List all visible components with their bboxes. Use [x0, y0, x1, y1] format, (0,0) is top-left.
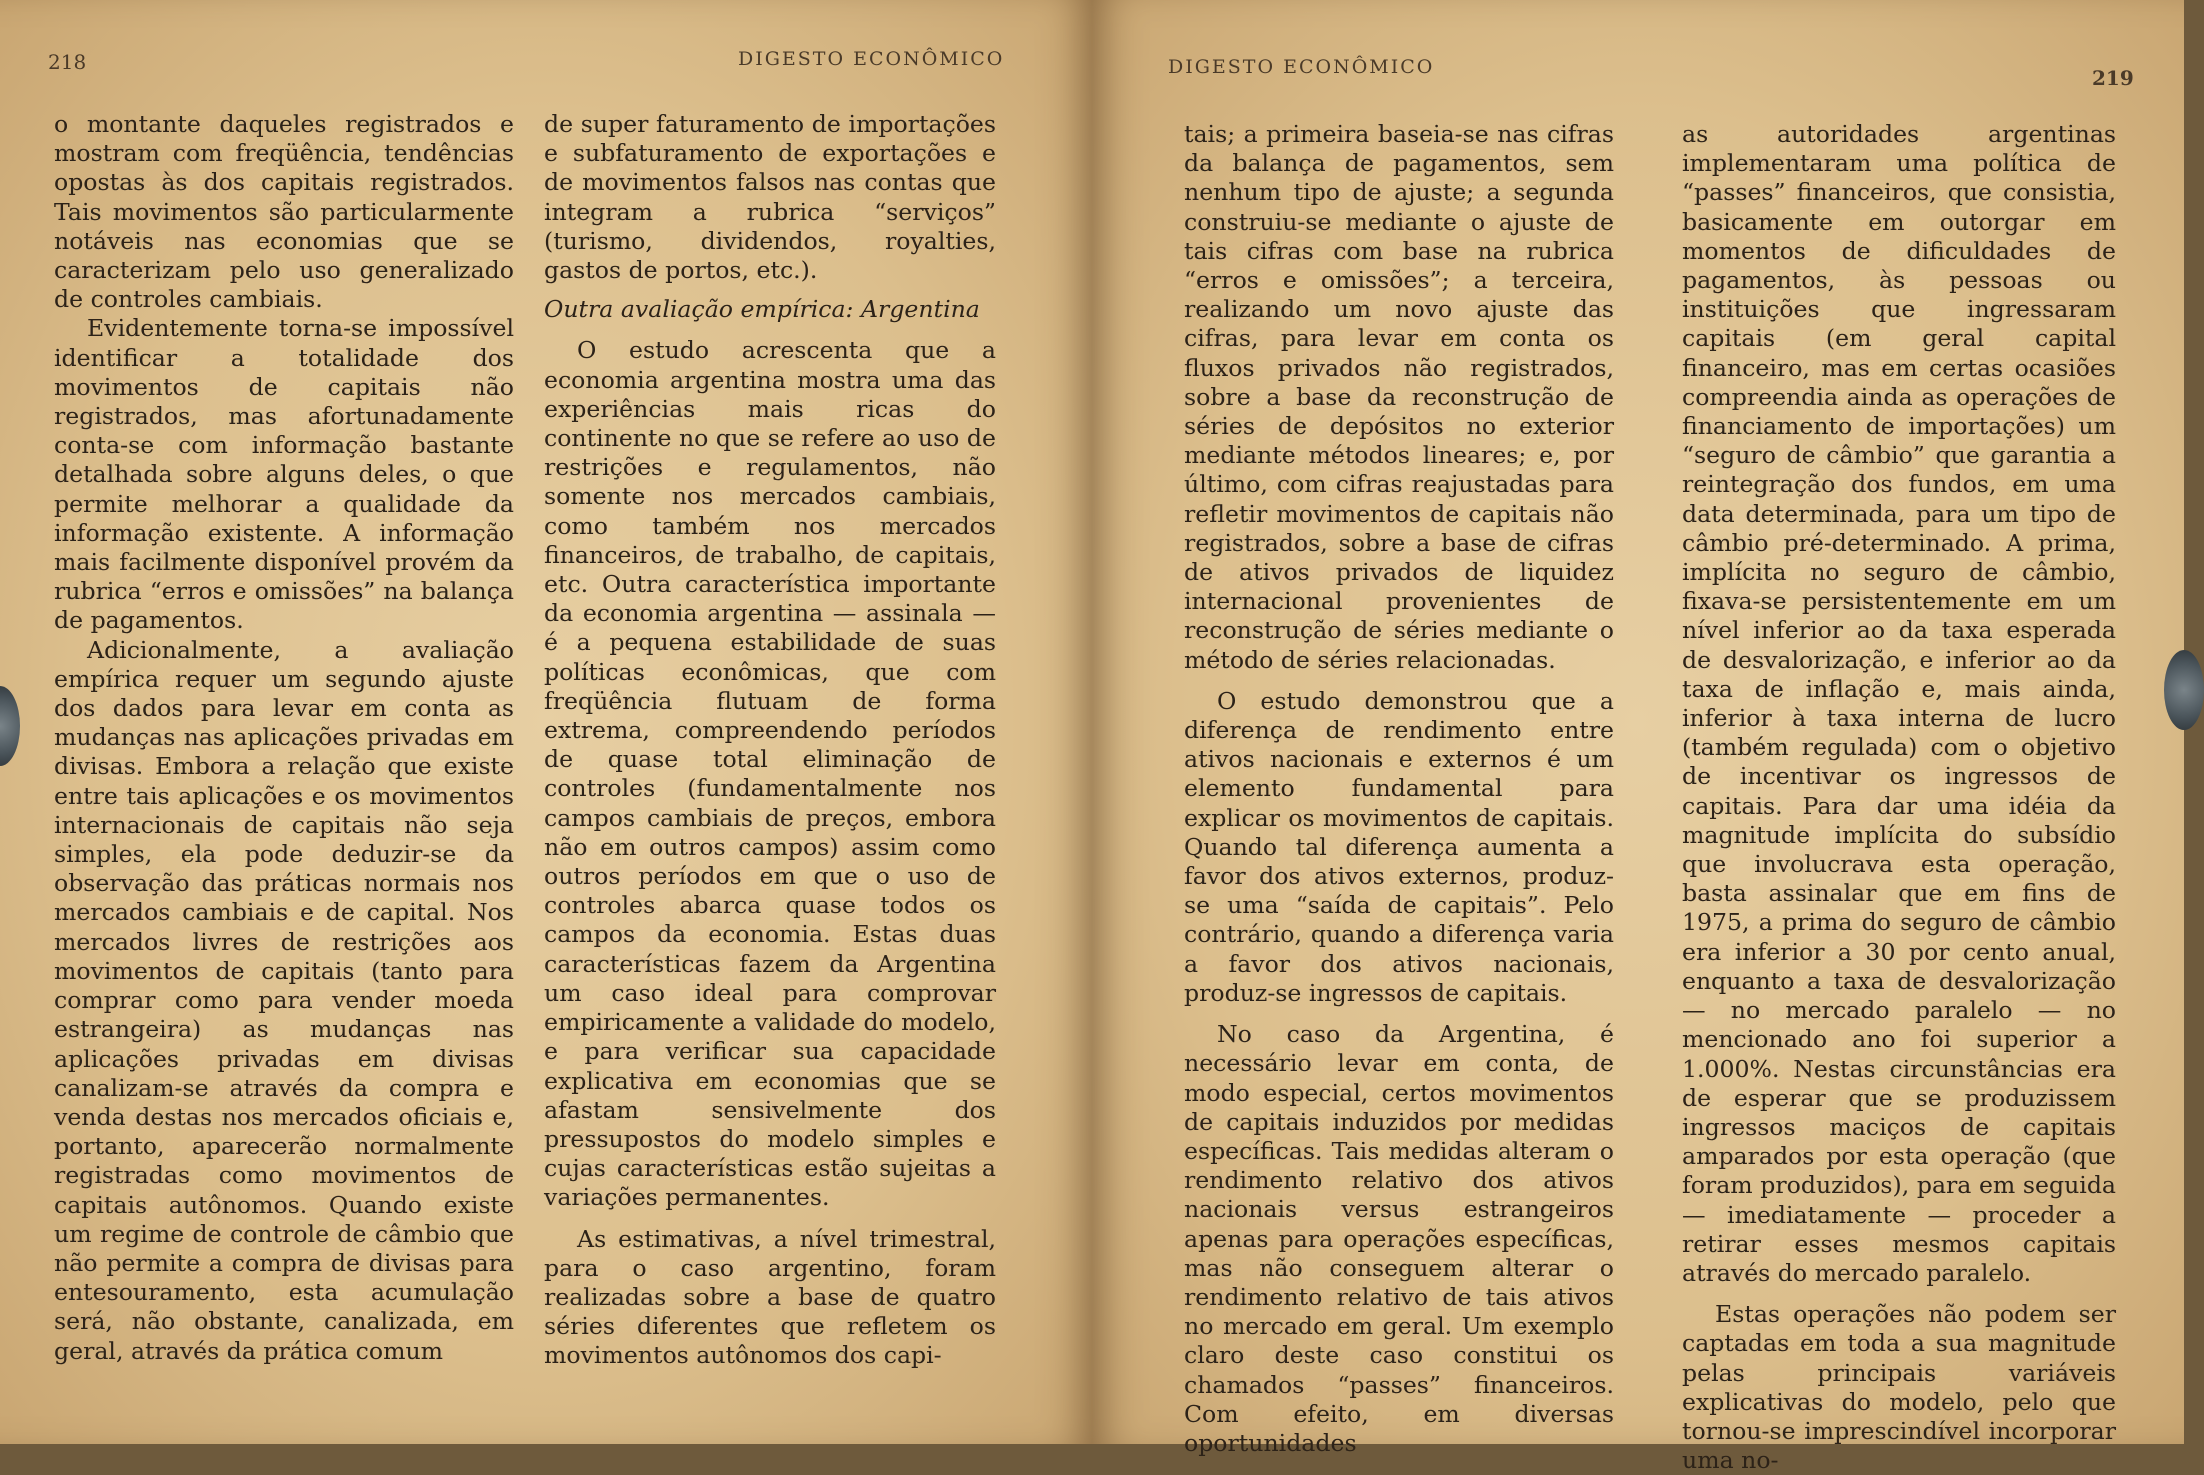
paragraph: O estudo acrescenta que a economia argentina mostra uma das experiências mais ricas do continente no que se refere ao uso de restrições e regulamentos, não somente nos mercados cambiais, como também nos mercados financeiros, de trabalho, de capitais, etc. Outra característica importante da economia argentina — assinala — é a pequena estabilidade de suas políticas econômicas, que com freqüência flutuam de forma extrema, compreendendo períodos de quase total eliminação de controles (fundamentalmente nos campos cambiais de preços, embora não em outros campos) assim como outros períodos em que o uso de controles abarca quase todos os campos da economia. Estas duas características fazem da Argentina um caso ideal para comprovar empiricamente a validade do modelo, e para verificar sua capacidade explicativa em economias que se afastam sensivelmente dos pressupostos do modelo simples e cujas características estão sujeitas a variações permanentes.	[544, 336, 996, 1212]
binding-hole	[0, 686, 20, 766]
left-column-2	[544, 110, 996, 1371]
right-page	[1092, 0, 2184, 1475]
page-number-right: 219	[2092, 66, 2134, 90]
section-heading: Outra avaliação empírica: Argentina	[544, 295, 980, 324]
paragraph: No caso da Argentina, é necessário levar em conta, de modo especial, certos movimentos de capitais induzidos por medidas específicas. Tais medidas alteram o rendimento relativo dos ativos nacionais versus estrangeiros apenas para operações específicas, mas não conseguem alterar o rendimento relativo de tais ativos no mercado em geral. Um exemplo claro deste caso constitui os chamados “passes” financeiros. Com efeito, em diversas oportunidades	[1184, 1020, 1614, 1457]
paragraph: As estimativas, a nível trimestral, para o caso argentino, foram realizadas sobre a base de quatro séries diferentes que refletem os movimentos autônomos dos capi-	[544, 1224, 996, 1370]
paragraph: as autoridades argentinas implementaram uma política de “passes” financeiros, que consistia, basicamente em outorgar em momentos de dificuldades de pagamentos, às pessoas ou instituições que ingressaram capitais (em geral capital financeiro, mas em certas ocasiões compreendia ainda as operações de financiamento de importações) um “seguro de câmbio” que garantia a reintegração dos fundos, em uma data determinada, para um tipo de câmbio pré-determinado. A prima, implícita no seguro de câmbio, fixava-se persistentemente em um nível inferior ao da taxa esperada de desvalorização, e inferior ao da taxa de inflação e, mais ainda, inferior à taxa interna de lucro (também regulada) com o objetivo de incentivar os ingressos de capitais. Para dar uma idéia da magnitude implícita do subsídio que involucrava esta operação, basta assinalar que em fins de 1975, a prima do seguro de câmbio era inferior a 30 por cento anual, enquanto a taxa de desvalorização — no mercado paralelo — no mencionado ano foi superior a 1.000%. Nestas circunstâncias era de esperar que se produzissem ingressos maciços de capitais amparados por esta operação (que foram produzidos), para em seguida — imediatamente — proceder a retirar esses mesmos capitais através do mercado paralelo.	[1682, 120, 2116, 1287]
paragraph: de super faturamento de importações e subfaturamento de exportações e de movimentos falsos nas contas que integram a rubrica “serviços” (turismo, dividendos, royalties, gastos de portos, etc.).	[544, 110, 996, 285]
running-head-left: DIGESTO ECONÔMICO	[738, 48, 1005, 70]
right-column-1	[1184, 120, 1614, 1458]
left-page	[0, 0, 1092, 1444]
page-number-left: 218	[48, 50, 87, 74]
paragraph: tais; a primeira baseia-se nas cifras da balança de pagamentos, sem nenhum tipo de ajuste; a segunda construiu-se mediante o ajuste de tais cifras com base na rubrica “erros e omissões”; a terceira, realizando um novo ajuste das cifras, para levar em conta os fluxos privados não registrados, sobre a base da reconstrução de séries de depósitos no exterior mediante métodos lineares; e, por último, com cifras reajustadas para refletir movimentos de capitais não registrados, sobre a base de cifras de ativos privados de liquidez internacional provenientes de reconstrução de séries mediante o método de séries relacionadas.	[1184, 120, 1614, 674]
paragraph: Estas operações não podem ser captadas em toda a sua magnitude pelas principais variáveis explicativas do modelo, pelo que tornou-se imprescindível incorporar uma no-	[1682, 1300, 2116, 1475]
right-column-2	[1682, 120, 2116, 1475]
paragraph: Evidentemente torna-se impossível identificar a totalidade dos movimentos de capitais não registrados, mas afortunadamente conta-se com informação bastante detalhada sobre alguns deles, o que permite melhorar a qualidade da informação existente. A informação mais facilmente disponível provém da rubrica “erros e omissões” na balança de pagamentos.	[54, 314, 514, 635]
paragraph: Adicionalmente, a avaliação empírica requer um segundo ajuste dos dados para levar em conta as mudanças nas aplicações privadas em divisas. Embora a relação que existe entre tais aplicações e os movimentos internacionais de capitais não seja simples, ela pode deduzir-se da observação das práticas normais nos mercados cambiais e de capital. Nos mercados livres de restrições aos movimentos de capitais (tanto para comprar como para vender moeda estrangeira) as mudanças nas aplicações privadas em divisas canalizam-se através da compra e venda destas nos mercados oficiais e, portanto, aparecerão normalmente registradas como movimentos de capitais autônomos. Quando existe um regime de controle de câmbio que não permite a compra de divisas para entesouramento, esta acumulação será, não obstante, canalizada, em geral, através da prática comum	[54, 635, 514, 1365]
binding-hole	[2164, 650, 2204, 730]
paragraph: o montante daqueles registrados e mostram com freqüência, tendências opostas às dos capitais registrados. Tais movimentos são particularmente notáveis nas economias que se caracterizam pelo uso generalizado de controles cambiais.	[54, 110, 514, 314]
left-column-1	[54, 110, 514, 1366]
paragraph: O estudo demonstrou que a diferença de rendimento entre ativos nacionais e externos é um elemento fundamental para explicar os movimentos de capitais. Quando tal diferença aumenta a favor dos ativos externos, produz-se uma “saída de capitais”. Pelo contrário, quando a diferença varia a favor dos ativos nacionais, produz-se ingressos de capitais.	[1184, 686, 1614, 1007]
running-head-right: DIGESTO ECONÔMICO	[1168, 56, 1435, 78]
